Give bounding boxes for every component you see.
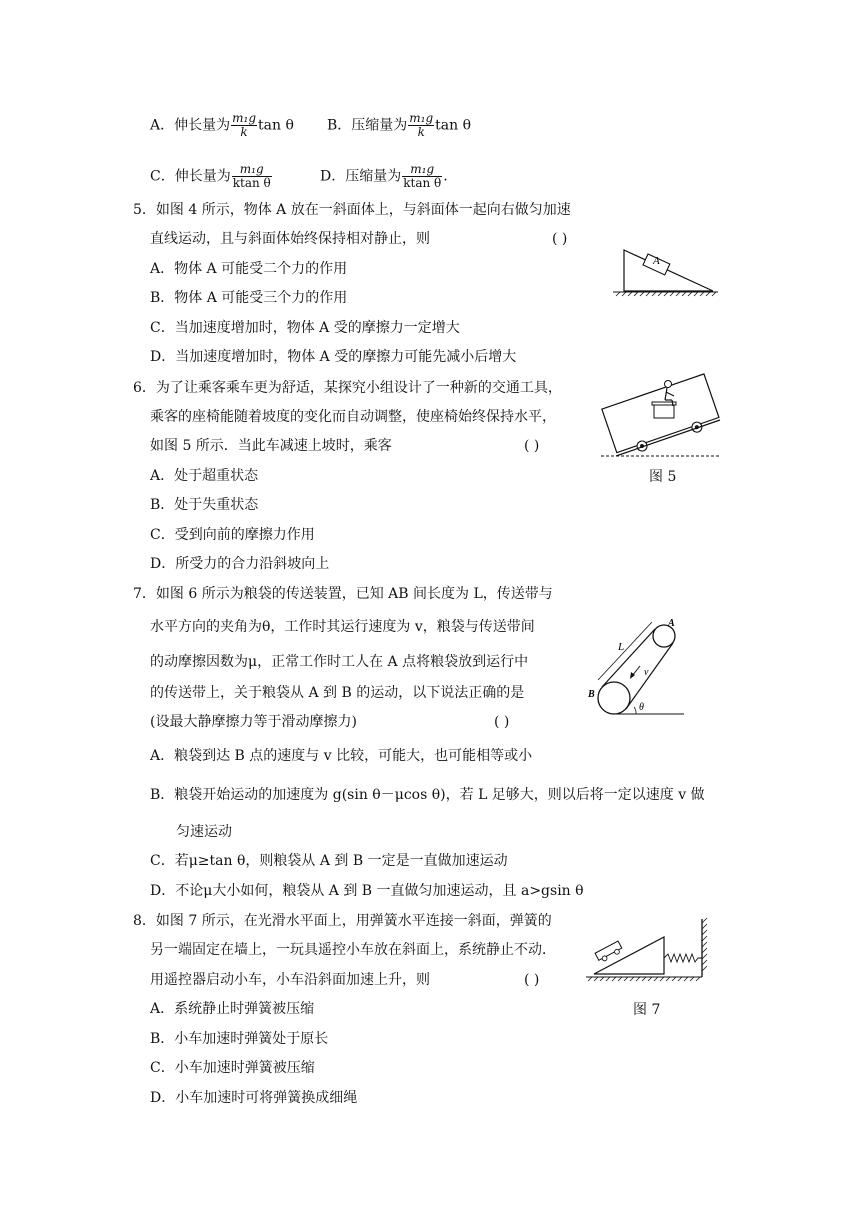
incline-shape bbox=[624, 250, 713, 291]
q7-option-b-continued: 匀速运动 bbox=[176, 824, 232, 840]
q6-option-a: A．处于超重状态 bbox=[150, 468, 259, 484]
q8-option-d: D．小车加速时可将弹簧换成细绳 bbox=[150, 1090, 358, 1106]
q8-stem-line3: 用遥控器启动小车，小车沿斜面加速上升，则 bbox=[150, 972, 430, 988]
q5-option-b: B．物体 A 可能受三个力的作用 bbox=[150, 290, 348, 306]
q6-answer-paren: ( ) bbox=[524, 438, 540, 454]
q6-stem-line3: 如图 5 所示．当此车减速上坡时，乘客 bbox=[150, 438, 392, 454]
point-a-label: A bbox=[668, 618, 675, 629]
q5-stem-line1: 5．如图 4 所示，物体 A 放在一斜面体上，与斜面体一起向右做匀加速 bbox=[133, 202, 571, 218]
ground-hatch bbox=[616, 292, 716, 296]
q6-stem-line2: 乘客的座椅能随着坡度的变化而自动调整，使座椅始终保持水平， bbox=[150, 409, 556, 425]
q5-option-c: C．当加速度增加时，物体 A 受的摩擦力一定增大 bbox=[150, 320, 460, 336]
q7-option-c: C．若μ≥tan θ，则粮袋从 A 到 B 一定是一直做加速运动 bbox=[150, 853, 508, 869]
q6-option-c: C．受到向前的摩擦力作用 bbox=[150, 527, 315, 543]
q7-option-a: A．粮袋到达 B 点的速度与 v 比较，可能大，也可能相等或小 bbox=[150, 748, 533, 764]
wall-hatch bbox=[702, 918, 707, 971]
q4-option-b: B．压缩量为 $\frac{\text{m₁g}}{k}$ tan θ bbox=[327, 111, 472, 139]
q5-answer-paren: ( ) bbox=[552, 231, 568, 247]
q6-option-d: D．所受力的合力沿斜坡向上 bbox=[150, 556, 330, 572]
figure-7-spring-incline bbox=[584, 915, 714, 987]
q7-option-b: B．粮袋开始运动的加速度为 g(sin θ－μcos θ)，若 L 足够大，则以后将一定以速度 v 做 bbox=[150, 787, 705, 803]
q7-option-d: D．不论μ大小如何，粮袋从 A 到 B 一直做匀加速运动，且 a>gsin θ bbox=[150, 883, 584, 899]
q5-option-a: A．物体 A 可能受二个力的作用 bbox=[150, 261, 348, 277]
q8-option-b: B．小车加速时弹簧处于原长 bbox=[150, 1031, 329, 1047]
q8-stem-line2: 另一端固定在墙上，一玩具遥控小车放在斜面上，系统静止不动． bbox=[150, 942, 556, 958]
q7-stem-line4: 的传送带上，关于粮袋从 A 到 B 的运动，以下说法正确的是 bbox=[150, 685, 525, 701]
block-a-label: A bbox=[653, 255, 660, 267]
q4-option-a: A．伸长量为 $\frac{\text{m₁g}}{k}$ tan θ bbox=[150, 111, 294, 139]
q8-answer-paren: ( ) bbox=[524, 972, 540, 988]
q8-stem-line1: 8．如图 7 所示，在光滑水平面上，用弹簧水平连接一斜面，弹簧的 bbox=[133, 913, 552, 929]
q4-option-d: D．压缩量为 $\frac{\text{m₁g}}{\text{ktan θ}}$ . bbox=[320, 162, 448, 190]
q5-option-d: D．当加速度增加时，物体 A 受的摩擦力可能先减小后增大 bbox=[150, 349, 517, 365]
toy-car bbox=[595, 941, 623, 963]
figure-5-vehicle bbox=[596, 372, 726, 462]
q5-stem-line2: 直线运动，且与斜面体始终保持相对静止，则 bbox=[150, 231, 430, 247]
figure-4-incline bbox=[608, 238, 723, 300]
length-label: L bbox=[618, 641, 625, 653]
floor-hatch bbox=[588, 977, 700, 981]
spring bbox=[664, 954, 702, 962]
q7-answer-paren: ( ) bbox=[494, 714, 510, 730]
figure-6-conveyor bbox=[584, 616, 688, 720]
point-b-label: B bbox=[588, 689, 595, 700]
q4-option-c: C．伸长量为 $\frac{\text{m₁g}}{\text{ktan θ}}$ bbox=[150, 162, 271, 190]
figure-5-caption: 图 5 bbox=[649, 469, 677, 485]
q6-stem-line1: 6．为了让乘客乘车更为舒适，某探究小组设计了一种新的交通工具， bbox=[133, 380, 562, 396]
belt-top bbox=[602, 629, 655, 687]
figure-7-caption: 图 7 bbox=[633, 1002, 661, 1018]
velocity-label: v bbox=[644, 667, 649, 678]
q8-option-a: A．系统静止时弹簧被压缩 bbox=[150, 1001, 315, 1017]
q6-option-b: B．处于失重状态 bbox=[150, 497, 259, 513]
q7-stem-line5: (设最大静摩擦力等于滑动摩擦力) bbox=[150, 714, 357, 730]
q7-stem-line1: 7．如图 6 所示为粮袋的传送装置，已知 AB 间长度为 L，传送带与 bbox=[133, 586, 553, 602]
q7-stem-line2: 水平方向的夹角为θ，工作时其运行速度为 v，粮袋与传送带间 bbox=[150, 619, 535, 635]
q8-option-c: C．小车加速时弹簧被压缩 bbox=[150, 1060, 315, 1076]
theta-label: θ bbox=[639, 702, 644, 713]
q7-stem-line3: 的动摩擦因数为μ，正常工作时工人在 A 点将粮袋放到运行中 bbox=[150, 654, 529, 670]
angle-arc bbox=[634, 707, 636, 714]
